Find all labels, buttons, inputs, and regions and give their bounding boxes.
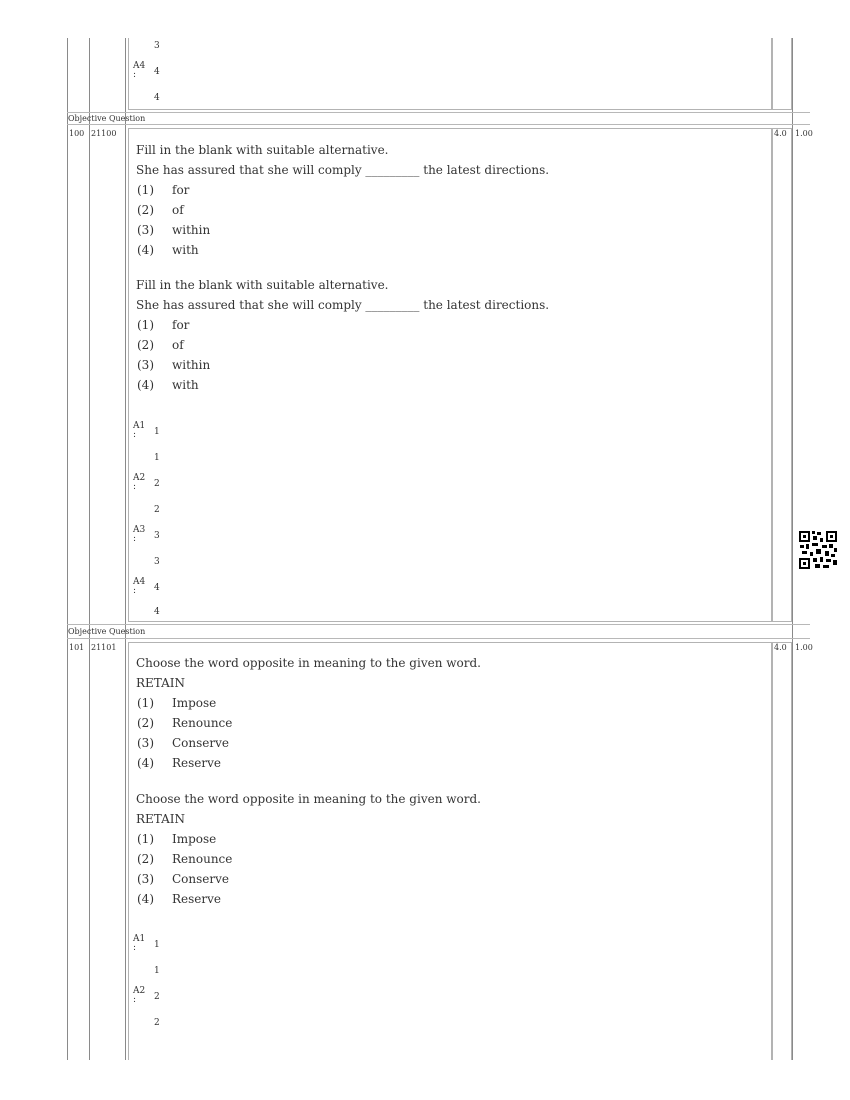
answer-value: 2 (154, 505, 160, 515)
answer-option: 3 (154, 531, 160, 541)
answer-value: 3 (154, 41, 160, 51)
negative-marks: 1.00 (795, 643, 813, 652)
question-box (128, 128, 772, 622)
option: (2) Renounce (137, 852, 233, 866)
question-marks: 4.0 (774, 643, 787, 652)
answer-option: 1 (154, 940, 160, 950)
answer-label: A4 : (133, 577, 146, 596)
section-label: Objective Question (68, 114, 146, 123)
option: (1) Impose (137, 832, 217, 846)
row-divider (67, 624, 810, 625)
column-border (89, 38, 90, 1060)
question-text: Choose the word opposite in meaning to the given word. RETAIN (136, 792, 481, 826)
answer-label: A4 : (133, 61, 146, 80)
question-box (128, 642, 772, 1060)
answer-label: A1 : (133, 421, 146, 440)
option: (3) Conserve (137, 872, 230, 886)
column-border (67, 38, 68, 1060)
answer-option: 2 (154, 479, 160, 489)
option: (4) with (137, 378, 199, 392)
answer-label: A2 : (133, 473, 146, 492)
option: (3) within (137, 358, 211, 372)
option: (1) for (137, 318, 190, 332)
question-serial: 101 (69, 643, 85, 652)
answer-value: 4 (154, 93, 160, 103)
option: (1) for (137, 183, 190, 197)
answer-option: 4 (154, 583, 160, 593)
negative-marks: 1.00 (795, 129, 813, 138)
marks-cell-partial (772, 38, 792, 110)
answer-value: 1 (154, 453, 160, 463)
marks-cell (772, 128, 792, 622)
question-id: 21101 (91, 643, 117, 652)
option: (2) of (137, 338, 184, 352)
question-text: Choose the word opposite in meaning to the given word. RETAIN (136, 656, 481, 690)
option: (3) Conserve (137, 736, 230, 750)
answer-value: 3 (154, 557, 160, 567)
option: (3) within (137, 223, 211, 237)
answer-option: 1 (154, 427, 160, 437)
option: (1) Impose (137, 696, 217, 710)
answer-box-partial (128, 38, 772, 110)
option: (2) Renounce (137, 716, 233, 730)
marks-cell (772, 642, 792, 1060)
question-text: Fill in the blank with suitable alternative. She has assured that she will comply _________ the latest directions. (136, 278, 550, 312)
answer-label: A3 : (133, 525, 146, 544)
row-divider (67, 112, 810, 113)
row-divider (67, 638, 810, 639)
column-border (792, 38, 793, 1060)
option: (2) of (137, 203, 184, 217)
column-border (125, 38, 126, 1060)
qr-code-icon (798, 530, 838, 570)
answer-option: 2 (154, 992, 160, 1002)
question-id: 21100 (91, 129, 117, 138)
question-marks: 4.0 (774, 129, 787, 138)
question-text: Fill in the blank with suitable alternative. She has assured that she will comply _________ the latest directions. (136, 143, 550, 177)
option: (4) Reserve (137, 756, 222, 770)
answer-option: 4 (154, 67, 160, 77)
question-serial: 100 (69, 129, 85, 138)
answer-value: 2 (154, 1018, 160, 1028)
answer-value: 4 (154, 607, 160, 617)
option: (4) Reserve (137, 892, 222, 906)
answer-value: 1 (154, 966, 160, 976)
option: (4) with (137, 243, 199, 257)
row-divider (67, 124, 810, 125)
section-label: Objective Question (68, 627, 146, 636)
answer-label: A1 : (133, 934, 146, 953)
answer-label: A2 : (133, 986, 146, 1005)
